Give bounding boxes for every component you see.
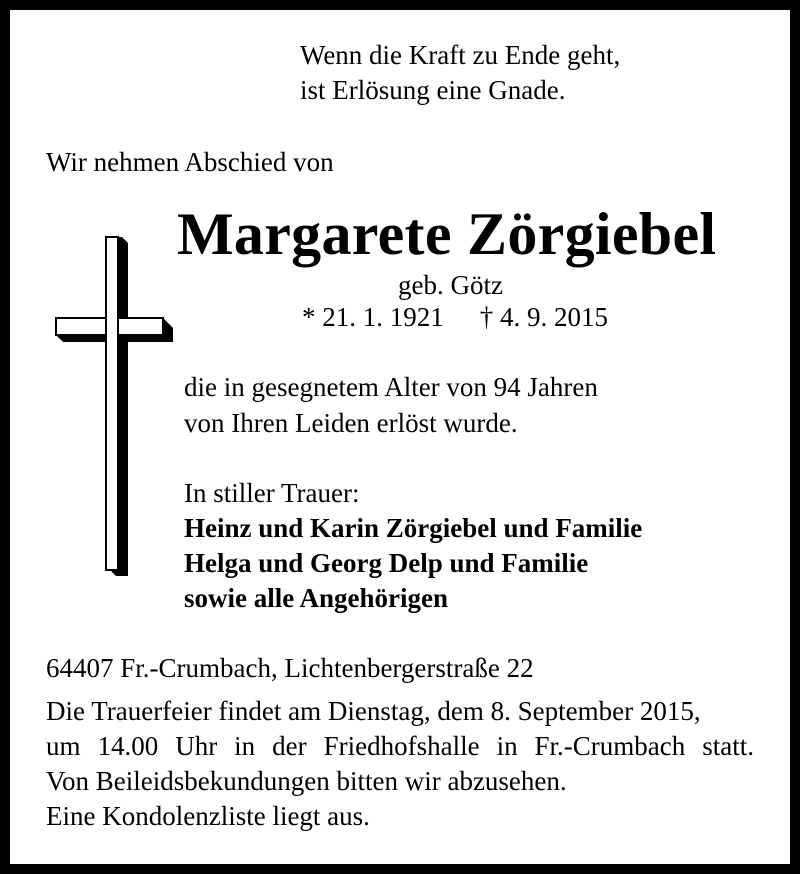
mourner-line: Heinz und Karin Zörgiebel und Familie bbox=[184, 513, 643, 543]
motto-line-2: ist Erlösung eine Gnade. bbox=[300, 75, 566, 105]
motto-line-1: Wenn die Kraft zu Ende geht, bbox=[300, 40, 621, 70]
mourners-heading: In stiller Trauer: bbox=[184, 478, 360, 508]
death-date: † 4. 9. 2015 bbox=[479, 302, 608, 332]
cross-icon bbox=[44, 236, 174, 581]
deceased-name: Margarete Zörgiebel bbox=[177, 201, 717, 267]
obituary-notice bbox=[10, 10, 790, 864]
life-dates bbox=[302, 304, 608, 331]
service-line-1: Die Trauerfeier findet am Dienstag, dem 8. September 2015, bbox=[46, 696, 701, 726]
mourner-line: sowie alle Angehörigen bbox=[184, 583, 448, 613]
intro-text: Wir nehmen Abschied von bbox=[46, 147, 334, 177]
service-line-4: Eine Kondolenzliste liegt aus. bbox=[46, 801, 370, 831]
body-line-1: die in gesegnetem Alter von 94 Jahren bbox=[184, 372, 598, 402]
address: 64407 Fr.-Crumbach, Lichtenbergerstraße 22 bbox=[46, 653, 534, 683]
service-line-3: Von Beileidsbekundungen bitten wir abzusehen. bbox=[46, 766, 567, 796]
body-line-2: von Ihren Leiden erlöst wurde. bbox=[184, 408, 518, 438]
mourner-line: Helga und Georg Delp und Familie bbox=[184, 548, 589, 578]
service-line-2: um 14.00 Uhr in der Friedhofshalle in Fr.-Crumbach statt. bbox=[46, 731, 754, 761]
birth-date: * 21. 1. 1921 bbox=[302, 302, 444, 332]
maiden-name: geb. Götz bbox=[398, 270, 503, 300]
